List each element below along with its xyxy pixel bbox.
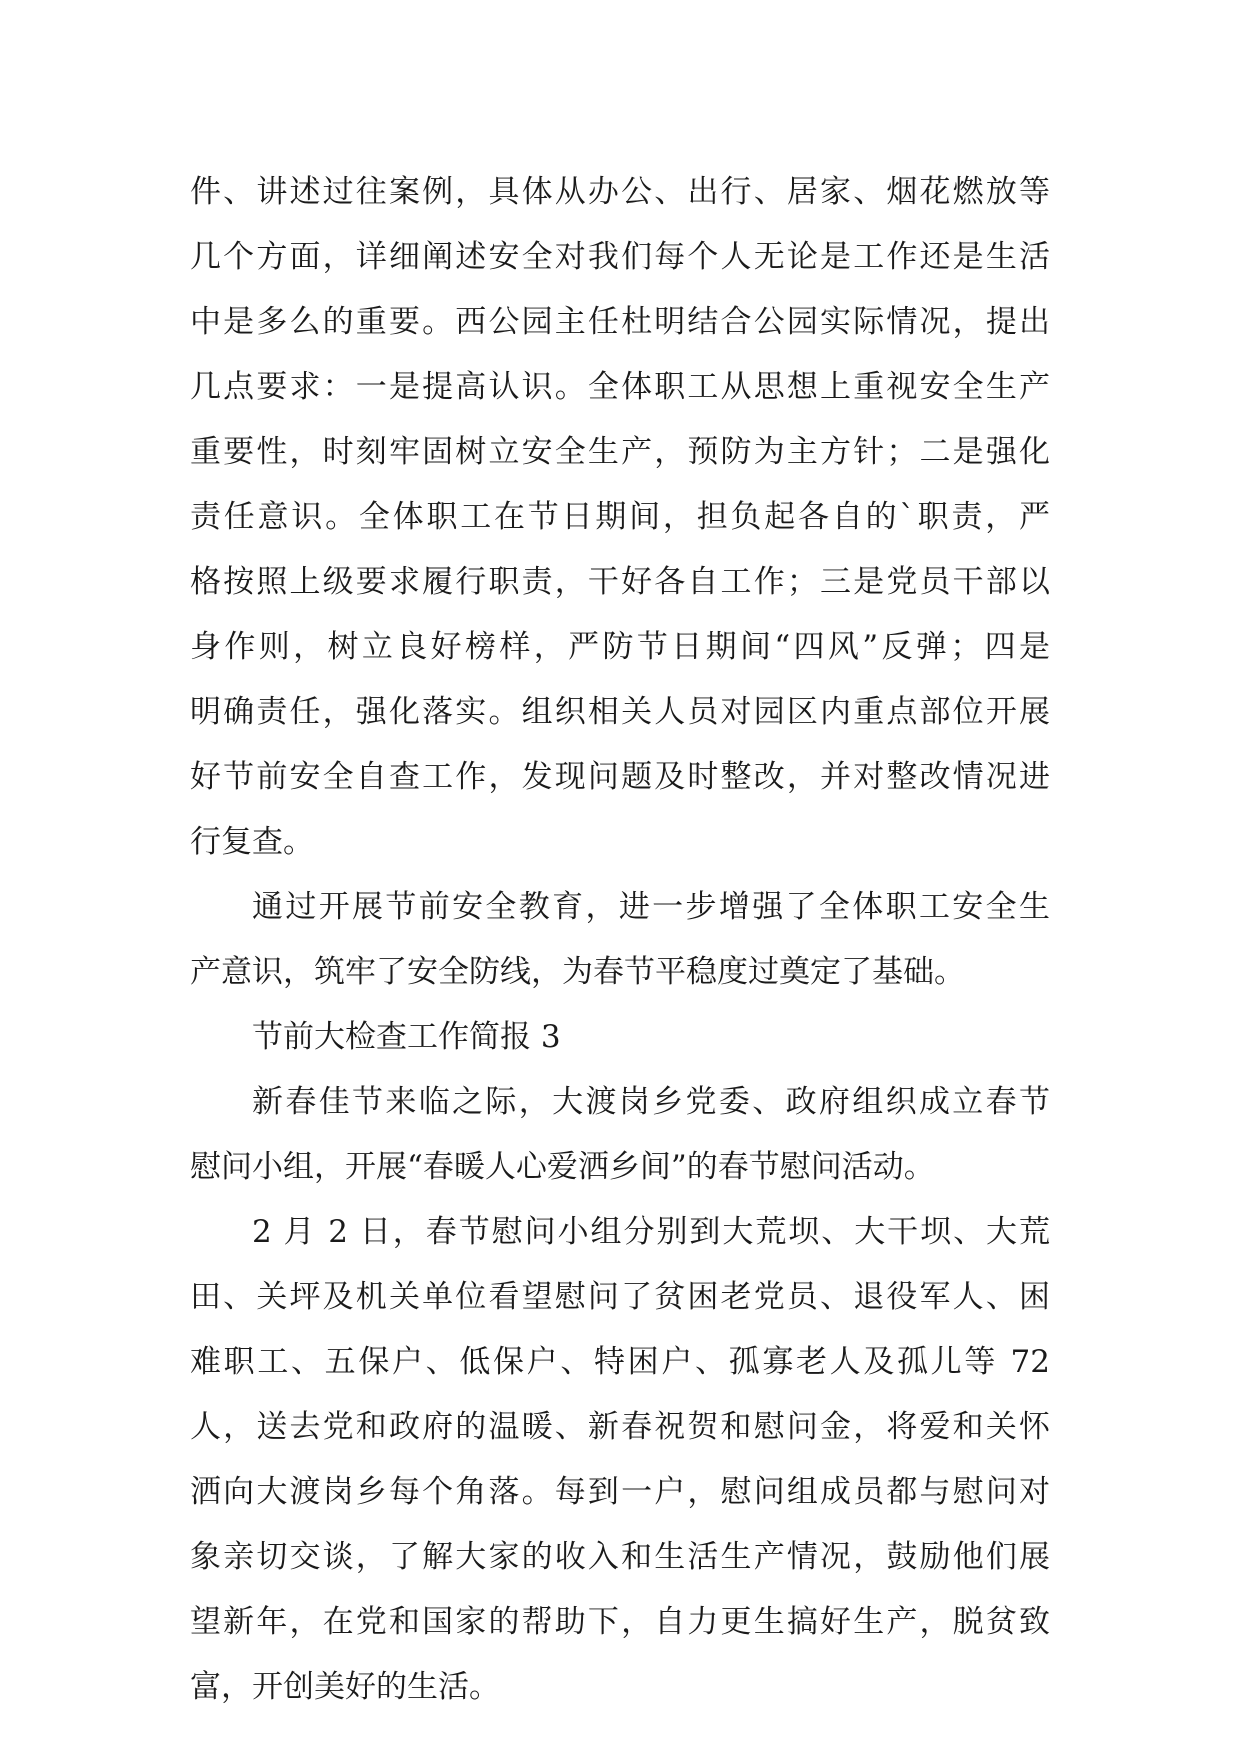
text-line: 象亲切交谈，了解大家的收入和生活生产情况，鼓励他们展 xyxy=(190,1539,1050,1575)
text-line: 望新年，在党和国家的帮助下，自力更生搞好生产，脱贫致 xyxy=(190,1604,1050,1640)
text-line: 2 月 2 日，春节慰问小组分别到大荒坝、大干坝、大荒 xyxy=(252,1214,1050,1250)
document-body xyxy=(190,160,1050,1720)
text-line: 行复查。 xyxy=(190,824,314,860)
paragraph xyxy=(190,160,1050,875)
section-heading xyxy=(190,1005,1050,1070)
text-line: 通过开展节前安全教育，进一步增强了全体职工安全生 xyxy=(252,889,1050,925)
text-line: 件、讲述过往案例，具体从办公、出行、居家、烟花燃放等 xyxy=(190,174,1050,210)
text-line: 明确责任，强化落实。组织相关人员对园区内重点部位开展 xyxy=(190,694,1050,730)
paragraph xyxy=(190,1200,1050,1720)
text-line: 几点要求：一是提高认识。全体职工从思想上重视安全生产 xyxy=(190,369,1050,405)
text-line: 责任意识。全体职工在节日期间，担负起各自的`职责，严 xyxy=(190,499,1050,535)
text-line: 中是多么的重要。西公园主任杜明结合公园实际情况，提出 xyxy=(190,304,1050,340)
text-line: 田、关坪及机关单位看望慰问了贫困老党员、退役军人、困 xyxy=(190,1279,1050,1315)
text-line: 格按照上级要求履行职责，干好各自工作；三是党员干部以 xyxy=(190,564,1050,600)
text-line: 几个方面，详细阐述安全对我们每个人无论是工作还是生活 xyxy=(190,239,1050,275)
text-line: 慰问小组，开展“春暖人心爱洒乡间”的春节慰问活动。 xyxy=(190,1149,935,1185)
paragraph xyxy=(190,875,1050,1005)
text-line: 新春佳节来临之际，大渡岗乡党委、政府组织成立春节 xyxy=(252,1084,1050,1120)
text-line: 人，送去党和政府的温暖、新春祝贺和慰问金，将爱和关怀 xyxy=(190,1409,1050,1445)
text-line: 洒向大渡岗乡每个角落。每到一户，慰问组成员都与慰问对 xyxy=(190,1474,1050,1510)
text-line: 富，开创美好的生活。 xyxy=(190,1669,500,1705)
paragraph xyxy=(190,1070,1050,1200)
text-line: 好节前安全自查工作，发现问题及时整改，并对整改情况进 xyxy=(190,759,1050,795)
heading-text: 节前大检查工作简报 3 xyxy=(252,1019,561,1055)
text-line: 难职工、五保户、低保户、特困户、孤寡老人及孤儿等 72 xyxy=(190,1344,1050,1380)
text-line: 身作则，树立良好榜样，严防节日期间“四风”反弹；四是 xyxy=(190,629,1050,665)
text-line: 产意识，筑牢了安全防线，为春节平稳度过奠定了基础。 xyxy=(190,954,965,990)
text-line: 重要性，时刻牢固树立安全生产，预防为主方针；二是强化 xyxy=(190,434,1050,470)
